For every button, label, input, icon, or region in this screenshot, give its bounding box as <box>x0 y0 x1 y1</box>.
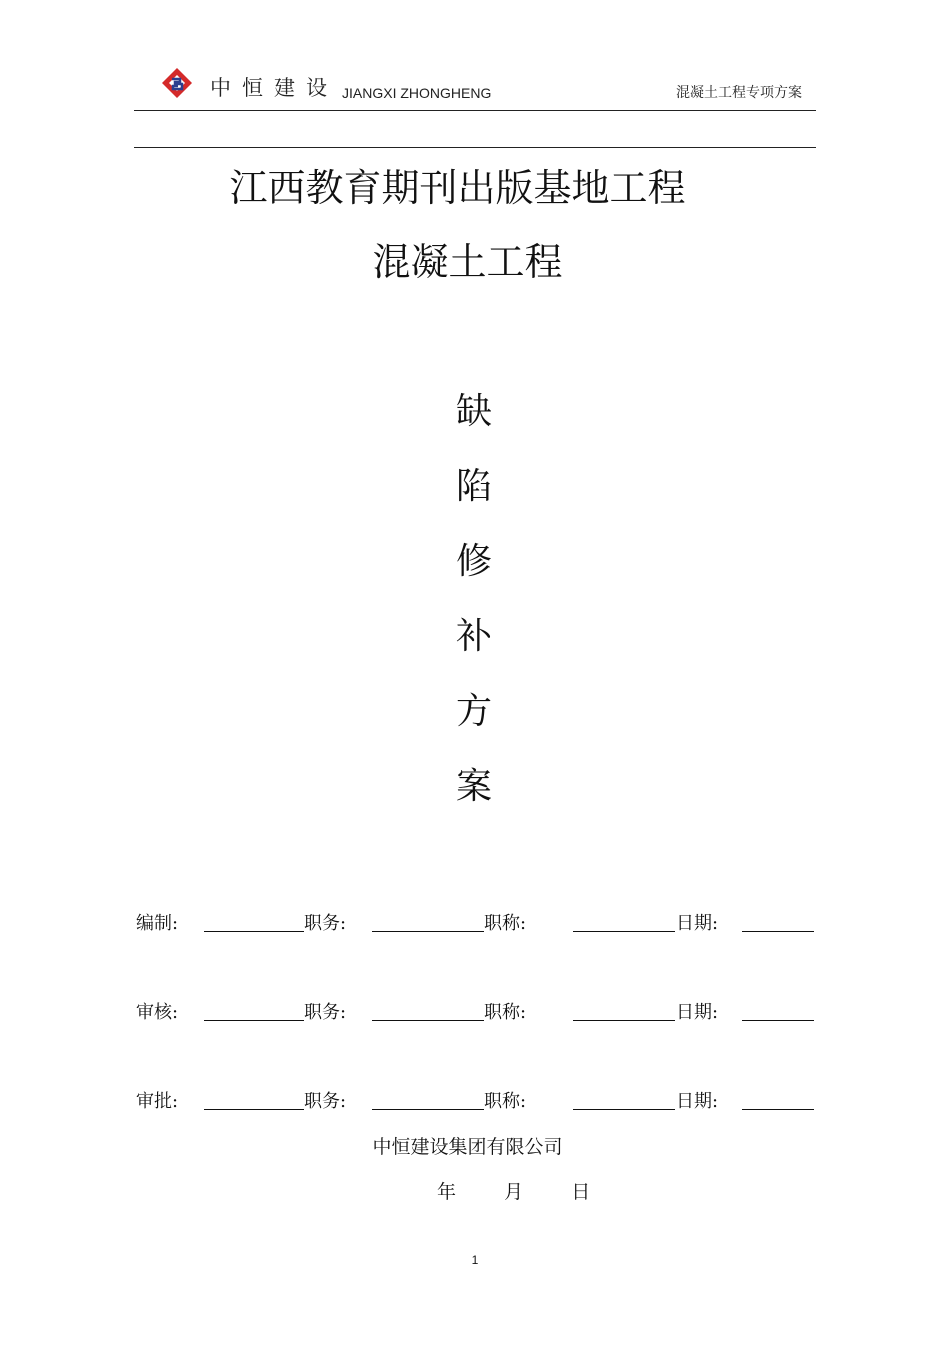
title-label: 职称: <box>484 913 527 934</box>
date-label: 日期: <box>676 913 719 934</box>
role-label: 审批: <box>136 1091 179 1112</box>
title-label: 职称: <box>484 1002 527 1023</box>
title-line[interactable] <box>573 1109 675 1110</box>
position-label: 职务: <box>304 1002 347 1023</box>
issuing-company: 中恒建设集团有限公司 <box>372 1136 563 1158</box>
signature-line[interactable] <box>204 931 304 932</box>
company-name-en: JIANGXI ZHONGHENG <box>342 85 492 101</box>
role-label: 编制: <box>136 913 179 934</box>
doc-type-char: 方 <box>455 691 492 732</box>
doc-type-char: 陷 <box>455 466 492 507</box>
header-rule <box>134 110 816 111</box>
title-rule <box>134 147 816 148</box>
date-label: 日期: <box>676 1091 719 1112</box>
issue-date <box>437 1180 590 1205</box>
project-title: 江西教育期刊出版基地工程 <box>229 166 686 210</box>
title-label: 职称: <box>484 1091 527 1112</box>
signoff-row-compile <box>136 909 816 939</box>
date-line[interactable] <box>742 931 814 932</box>
day-label: 日 <box>571 1181 591 1203</box>
year-label: 年 <box>437 1181 457 1203</box>
title-line[interactable] <box>573 1020 675 1021</box>
position-line[interactable] <box>372 1020 484 1021</box>
project-subtitle: 混凝土工程 <box>372 240 563 284</box>
date-label: 日期: <box>676 1002 719 1023</box>
doc-type-char: 缺 <box>455 391 492 432</box>
doc-category: 混凝土工程专项方案 <box>676 85 802 101</box>
month-label: 月 <box>504 1181 524 1203</box>
doc-type-char: 补 <box>455 616 492 657</box>
position-label: 职务: <box>304 913 347 934</box>
role-label: 审核: <box>136 1002 179 1023</box>
page-number: 1 <box>471 1253 479 1267</box>
signature-line[interactable] <box>204 1109 304 1110</box>
date-line[interactable] <box>742 1109 814 1110</box>
company-name-cn: 中恒建设 <box>210 76 338 100</box>
signature-line[interactable] <box>204 1020 304 1021</box>
signoff-row-approve <box>136 1087 816 1117</box>
doc-type-char: 案 <box>455 766 492 807</box>
position-line[interactable] <box>372 931 484 932</box>
date-line[interactable] <box>742 1020 814 1021</box>
company-logo <box>160 66 194 100</box>
position-label: 职务: <box>304 1091 347 1112</box>
title-line[interactable] <box>573 931 675 932</box>
doc-type-char: 修 <box>455 541 492 582</box>
position-line[interactable] <box>372 1109 484 1110</box>
signoff-row-review <box>136 998 816 1028</box>
